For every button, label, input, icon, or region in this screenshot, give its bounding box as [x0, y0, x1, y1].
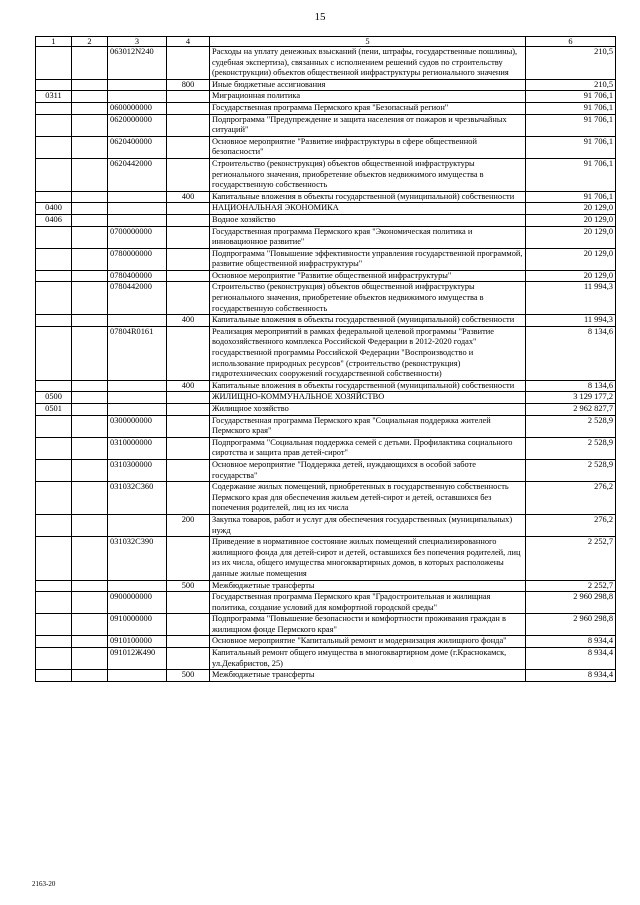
target-article-cell: 0300000000	[108, 415, 167, 437]
table-row	[36, 580, 616, 592]
amount-cell: 2 960 298,8	[526, 614, 616, 636]
subsection-code-cell	[72, 459, 108, 481]
item-name-cell: НАЦИОНАЛЬНАЯ ЭКОНОМИКА	[210, 203, 526, 215]
item-name-cell: Жилищное хозяйство	[210, 404, 526, 416]
table-row	[36, 91, 616, 103]
target-article-cell	[108, 670, 167, 682]
amount-cell: 20 129,0	[526, 270, 616, 282]
subsection-code-cell	[72, 136, 108, 158]
section-code-cell	[36, 282, 72, 315]
column-header: 1	[36, 37, 72, 47]
section-code-cell: 0501	[36, 404, 72, 416]
target-article-cell: 0600000000	[108, 102, 167, 114]
expense-type-cell	[167, 592, 210, 614]
section-code-cell	[36, 326, 72, 380]
amount-cell: 20 129,0	[526, 203, 616, 215]
item-name-cell: Расходы на уплату денежных взысканий (пени, штрафы, государственные пошлины), судебная экспертиза), связанных с исполнением решений судов по строительству (реконструкции) объектов общественной инфраструктуры регионального значения	[210, 47, 526, 80]
amount-cell: 210,5	[526, 79, 616, 91]
section-code-cell	[36, 514, 72, 536]
subsection-code-cell	[72, 670, 108, 682]
section-code-cell	[36, 482, 72, 515]
item-name-cell: Содержание жилых помещений, приобретенных в государственную собственность Пермского края для обеспечения жильем детей-сирот и детей, оставшихся без попечения родителей, лиц из их числа	[210, 482, 526, 515]
amount-cell: 91 706,1	[526, 102, 616, 114]
subsection-code-cell	[72, 203, 108, 215]
amount-cell: 11 994,3	[526, 282, 616, 315]
subsection-code-cell	[72, 191, 108, 203]
target-article-cell	[108, 91, 167, 103]
amount-cell: 20 129,0	[526, 226, 616, 248]
subsection-code-cell	[72, 102, 108, 114]
target-article-cell: 063012N240	[108, 47, 167, 80]
subsection-code-cell	[72, 482, 108, 515]
section-code-cell	[36, 79, 72, 91]
table-row	[36, 315, 616, 327]
subsection-code-cell	[72, 248, 108, 270]
expense-type-cell: 500	[167, 580, 210, 592]
item-name-cell: Подпрограмма "Предупреждение и защита населения от пожаров и чрезвычайных ситуаций"	[210, 114, 526, 136]
item-name-cell: Государственная программа Пермского края "Социальная поддержка жителей Пермского края"	[210, 415, 526, 437]
section-code-cell	[36, 380, 72, 392]
expense-type-cell	[167, 459, 210, 481]
table-row	[36, 114, 616, 136]
subsection-code-cell	[72, 380, 108, 392]
expense-type-cell: 800	[167, 79, 210, 91]
table-row	[36, 79, 616, 91]
target-article-cell	[108, 392, 167, 404]
amount-cell: 91 706,1	[526, 91, 616, 103]
item-name-cell: Строительство (реконструкция) объектов общественной инфраструктуры регионального значения, приобретение объектов недвижимого имущества в государственную собственность	[210, 158, 526, 191]
table-row	[36, 102, 616, 114]
target-article-cell	[108, 79, 167, 91]
expense-type-cell	[167, 47, 210, 80]
expense-type-cell	[167, 270, 210, 282]
subsection-code-cell	[72, 636, 108, 648]
target-article-cell: 031032С390	[108, 537, 167, 580]
expense-type-cell	[167, 91, 210, 103]
table-row	[36, 326, 616, 380]
amount-cell: 8 934,4	[526, 670, 616, 682]
target-article-cell	[108, 580, 167, 592]
target-article-cell: 0780442000	[108, 282, 167, 315]
table-row	[36, 136, 616, 158]
amount-cell: 2 252,7	[526, 537, 616, 580]
table-row	[36, 415, 616, 437]
section-code-cell	[36, 270, 72, 282]
amount-cell: 2 528,9	[526, 415, 616, 437]
table-row	[36, 191, 616, 203]
target-article-cell	[108, 380, 167, 392]
expense-type-cell	[167, 482, 210, 515]
subsection-code-cell	[72, 514, 108, 536]
item-name-cell: Межбюджетные трансферты	[210, 580, 526, 592]
item-name-cell: ЖИЛИЩНО-КОММУНАЛЬНОЕ ХОЗЯЙСТВО	[210, 392, 526, 404]
item-name-cell: Закупка товаров, работ и услуг для обеспечения государственных (муниципальных) нужд	[210, 514, 526, 536]
target-article-cell: 0900000000	[108, 592, 167, 614]
expense-type-cell	[167, 136, 210, 158]
amount-cell: 8 134,6	[526, 326, 616, 380]
target-article-cell: 0620442000	[108, 158, 167, 191]
table-row	[36, 592, 616, 614]
amount-cell: 276,2	[526, 514, 616, 536]
section-code-cell	[36, 537, 72, 580]
section-code-cell	[36, 437, 72, 459]
section-code-cell	[36, 102, 72, 114]
table-row	[36, 158, 616, 191]
target-article-cell	[108, 191, 167, 203]
target-article-cell: 0310000000	[108, 437, 167, 459]
subsection-code-cell	[72, 648, 108, 670]
item-name-cell: Капитальные вложения в объекты государственной (муниципальной) собственности	[210, 191, 526, 203]
expense-type-cell: 200	[167, 514, 210, 536]
item-name-cell: Строительство (реконструкция) объектов общественной инфраструктуры регионального значения, приобретение объектов недвижимого имущества в государственную собственность	[210, 282, 526, 315]
table-row	[36, 380, 616, 392]
expense-type-cell	[167, 226, 210, 248]
table-row	[36, 203, 616, 215]
section-code-cell: 0406	[36, 214, 72, 226]
subsection-code-cell	[72, 537, 108, 580]
section-code-cell	[36, 415, 72, 437]
subsection-code-cell	[72, 91, 108, 103]
section-code-cell	[36, 114, 72, 136]
amount-cell: 91 706,1	[526, 191, 616, 203]
item-name-cell: Подпрограмма "Повышение эффективности управления государственной программой, развитие общественной инфраструктуры"	[210, 248, 526, 270]
expense-type-cell	[167, 214, 210, 226]
expense-type-cell	[167, 203, 210, 215]
item-name-cell: Основное мероприятие "Капитальный ремонт и модернизация жилищного фонда"	[210, 636, 526, 648]
item-name-cell: Миграционная политика	[210, 91, 526, 103]
subsection-code-cell	[72, 315, 108, 327]
table-row	[36, 514, 616, 536]
subsection-code-cell	[72, 404, 108, 416]
subsection-code-cell	[72, 437, 108, 459]
amount-cell: 91 706,1	[526, 136, 616, 158]
amount-cell: 8 134,6	[526, 380, 616, 392]
expense-type-cell: 400	[167, 380, 210, 392]
target-article-cell: 031032С360	[108, 482, 167, 515]
table-row	[36, 392, 616, 404]
section-code-cell	[36, 592, 72, 614]
section-code-cell	[36, 648, 72, 670]
table-row	[36, 270, 616, 282]
amount-cell: 20 129,0	[526, 248, 616, 270]
item-name-cell: Государственная программа Пермского края "Безопасный регион"	[210, 102, 526, 114]
section-code-cell	[36, 191, 72, 203]
table-row	[36, 214, 616, 226]
amount-cell: 91 706,1	[526, 114, 616, 136]
column-header: 5	[210, 37, 526, 47]
expense-type-cell	[167, 404, 210, 416]
table-row	[36, 648, 616, 670]
amount-cell: 2 962 827,7	[526, 404, 616, 416]
table-row	[36, 437, 616, 459]
section-code-cell: 0500	[36, 392, 72, 404]
target-article-cell: 0780000000	[108, 248, 167, 270]
section-code-cell	[36, 248, 72, 270]
target-article-cell	[108, 203, 167, 215]
amount-cell: 91 706,1	[526, 158, 616, 191]
item-name-cell: Водное хозяйство	[210, 214, 526, 226]
expense-type-cell	[167, 636, 210, 648]
amount-cell: 210,5	[526, 47, 616, 80]
expense-type-cell: 500	[167, 670, 210, 682]
subsection-code-cell	[72, 214, 108, 226]
item-name-cell: Приведение в нормативное состояние жилых помещений специализированного жилищного фонда для детей-сирот и детей, оставшихся без попечения родителей, лиц из их числа, общего имущества многоквартирных домов, в которых расположены данные жилые помещения	[210, 537, 526, 580]
section-code-cell: 0400	[36, 203, 72, 215]
amount-cell: 20 129,0	[526, 214, 616, 226]
target-article-cell	[108, 404, 167, 416]
item-name-cell: Основное мероприятие "Развитие инфраструктуры в сфере общественной безопасности"	[210, 136, 526, 158]
column-header: 4	[167, 37, 210, 47]
subsection-code-cell	[72, 592, 108, 614]
expense-type-cell	[167, 326, 210, 380]
item-name-cell: Капитальные вложения в объекты государственной (муниципальной) собственности	[210, 380, 526, 392]
section-code-cell	[36, 636, 72, 648]
subsection-code-cell	[72, 614, 108, 636]
expense-type-cell	[167, 648, 210, 670]
table-row	[36, 614, 616, 636]
subsection-code-cell	[72, 580, 108, 592]
item-name-cell: Подпрограмма "Повышение безопасности и комфортности проживания граждан в жилищном фонде Пермского края"	[210, 614, 526, 636]
column-header: 6	[526, 37, 616, 47]
subsection-code-cell	[72, 282, 108, 315]
table-header-row	[36, 37, 616, 47]
subsection-code-cell	[72, 226, 108, 248]
expense-type-cell	[167, 415, 210, 437]
table-row	[36, 282, 616, 315]
table-row	[36, 248, 616, 270]
item-name-cell: Подпрограмма "Социальная поддержка семей с детьми. Профилактика социального сиротства и защита прав детей-сирот"	[210, 437, 526, 459]
item-name-cell: Основное мероприятие "Развитие общественной инфраструктуры"	[210, 270, 526, 282]
expense-type-cell	[167, 537, 210, 580]
target-article-cell: 0310300000	[108, 459, 167, 481]
target-article-cell	[108, 315, 167, 327]
expense-type-cell	[167, 114, 210, 136]
table-row	[36, 636, 616, 648]
expense-type-cell	[167, 392, 210, 404]
subsection-code-cell	[72, 415, 108, 437]
section-code-cell	[36, 580, 72, 592]
target-article-cell: 0620400000	[108, 136, 167, 158]
amount-cell: 2 252,7	[526, 580, 616, 592]
table-row	[36, 670, 616, 682]
item-name-cell: Межбюджетные трансферты	[210, 670, 526, 682]
section-code-cell	[36, 226, 72, 248]
target-article-cell: 0620000000	[108, 114, 167, 136]
subsection-code-cell	[72, 392, 108, 404]
amount-cell: 2 528,9	[526, 437, 616, 459]
document-code: 2163-20	[32, 880, 56, 888]
target-article-cell: 0700000000	[108, 226, 167, 248]
item-name-cell: Государственная программа Пермского края "Градостроительная и жилищная политика, создание условий для комфортной городской среды"	[210, 592, 526, 614]
target-article-cell: 091012Ж490	[108, 648, 167, 670]
target-article-cell	[108, 214, 167, 226]
section-code-cell	[36, 158, 72, 191]
table-row	[36, 404, 616, 416]
expense-type-cell	[167, 614, 210, 636]
expense-type-cell	[167, 102, 210, 114]
expense-type-cell	[167, 248, 210, 270]
column-header: 2	[72, 37, 108, 47]
expense-type-cell: 400	[167, 315, 210, 327]
table-row	[36, 459, 616, 481]
table-row	[36, 482, 616, 515]
section-code-cell	[36, 614, 72, 636]
section-code-cell	[36, 459, 72, 481]
expense-type-cell: 400	[167, 191, 210, 203]
expense-type-cell	[167, 158, 210, 191]
subsection-code-cell	[72, 47, 108, 80]
item-name-cell: Основное мероприятие "Поддержка детей, нуждающихся в особой заботе государства"	[210, 459, 526, 481]
amount-cell: 276,2	[526, 482, 616, 515]
section-code-cell	[36, 670, 72, 682]
amount-cell: 3 129 177,2	[526, 392, 616, 404]
amount-cell: 11 994,3	[526, 315, 616, 327]
amount-cell: 8 934,4	[526, 648, 616, 670]
subsection-code-cell	[72, 114, 108, 136]
target-article-cell	[108, 514, 167, 536]
target-article-cell: 07804R0161	[108, 326, 167, 380]
amount-cell: 2 528,9	[526, 459, 616, 481]
subsection-code-cell	[72, 326, 108, 380]
item-name-cell: Государственная программа Пермского края "Экономическая политика и инновационное развитие"	[210, 226, 526, 248]
item-name-cell: Капитальные вложения в объекты государственной (муниципальной) собственности	[210, 315, 526, 327]
table-row	[36, 47, 616, 80]
target-article-cell: 0780400000	[108, 270, 167, 282]
target-article-cell: 0910100000	[108, 636, 167, 648]
subsection-code-cell	[72, 158, 108, 191]
subsection-code-cell	[72, 79, 108, 91]
page-number: 15	[314, 11, 326, 23]
amount-cell: 8 934,4	[526, 636, 616, 648]
expense-type-cell	[167, 437, 210, 459]
item-name-cell: Иные бюджетные ассигнования	[210, 79, 526, 91]
expense-type-cell	[167, 282, 210, 315]
item-name-cell: Реализация мероприятий в рамках федеральной целевой программы "Развитие водохозяйственного комплекса Российской Федерации в 2012-2020 годах" государственной программы Российской Федерации "Воспроизводство и использование природных ресурсов" (строительство (реконструкция) гидротехнических сооружений государственной собственности)	[210, 326, 526, 380]
table-row	[36, 226, 616, 248]
budget-table	[35, 36, 616, 682]
item-name-cell: Капитальный ремонт общего имущества в многоквартирном доме (г.Краснокамск, ул.Декабристов, 25)	[210, 648, 526, 670]
subsection-code-cell	[72, 270, 108, 282]
target-article-cell: 0910000000	[108, 614, 167, 636]
column-header: 3	[108, 37, 167, 47]
section-code-cell	[36, 315, 72, 327]
section-code-cell: 0311	[36, 91, 72, 103]
table-row	[36, 537, 616, 580]
amount-cell: 2 960 298,8	[526, 592, 616, 614]
section-code-cell	[36, 47, 72, 80]
section-code-cell	[36, 136, 72, 158]
